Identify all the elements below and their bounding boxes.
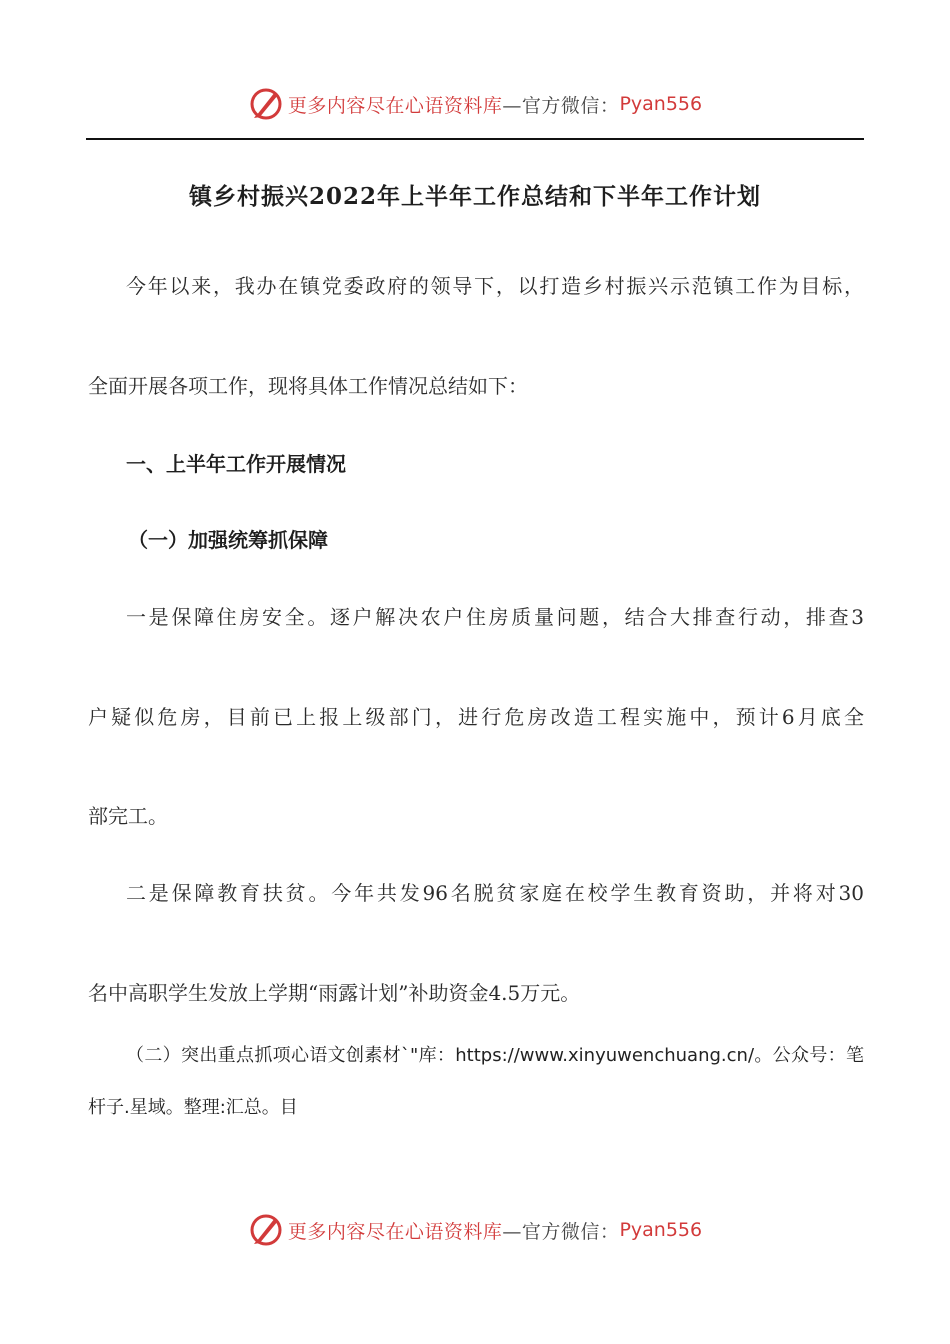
subsection-1-heading: （一）加强统筹抓保障 bbox=[128, 528, 328, 552]
section-1-heading: 一、上半年工作开展情况 bbox=[126, 452, 346, 476]
document-title: 镇乡村振兴2022年上半年工作总结和下半年工作计划 bbox=[188, 183, 761, 210]
banner-sub-text: —官方微信： bbox=[502, 94, 620, 117]
footer-banner bbox=[0, 1208, 950, 1252]
para-education-line-1: 二是保障教育扶贫。今年共发96名脱贫家庭在校学生教育资助，并将对30 bbox=[126, 881, 864, 905]
para-housing-line-3: 部完工。 bbox=[88, 804, 168, 828]
header-banner bbox=[0, 82, 950, 126]
intro-line-2: 全面开展各项工作，现将具体工作情况总结如下： bbox=[88, 374, 528, 398]
para-housing-line-1: 一是保障住房安全。逐户解决农户住房质量问题，结合大排查行动，排查3 bbox=[126, 605, 864, 629]
banner-main-text: 更多内容尽在心语资料库 bbox=[287, 1220, 503, 1243]
banner-wechat-id: Pyan556 bbox=[619, 1219, 703, 1241]
banner-sub-text: —官方微信： bbox=[502, 1220, 620, 1243]
pen-logo-icon bbox=[248, 86, 284, 122]
banner-main-text: 更多内容尽在心语资料库 bbox=[287, 94, 503, 117]
intro-line-1: 今年以来，我办在镇党委政府的领导下，以打造乡村振兴示范镇工作为目标， bbox=[126, 274, 864, 298]
banner-wechat-id: Pyan556 bbox=[619, 93, 703, 115]
subsection-2-line-2: 杆子.星域。整理:汇总。目 bbox=[88, 1097, 298, 1118]
para-housing-line-2: 户疑似危房，目前已上报上级部门，进行危房改造工程实施中，预计6月底全 bbox=[88, 705, 864, 729]
para-education-line-2: 名中高职学生发放上学期“雨露计划”补助资金4.5万元。 bbox=[88, 981, 581, 1005]
subsection-2-line-1: （二）突出重点抓项心语文创素材`"库：https://www.xinyuwenchuang.cn/。公众号：笔 bbox=[126, 1045, 864, 1066]
pen-logo-icon bbox=[248, 1212, 284, 1248]
header-divider bbox=[86, 138, 864, 140]
